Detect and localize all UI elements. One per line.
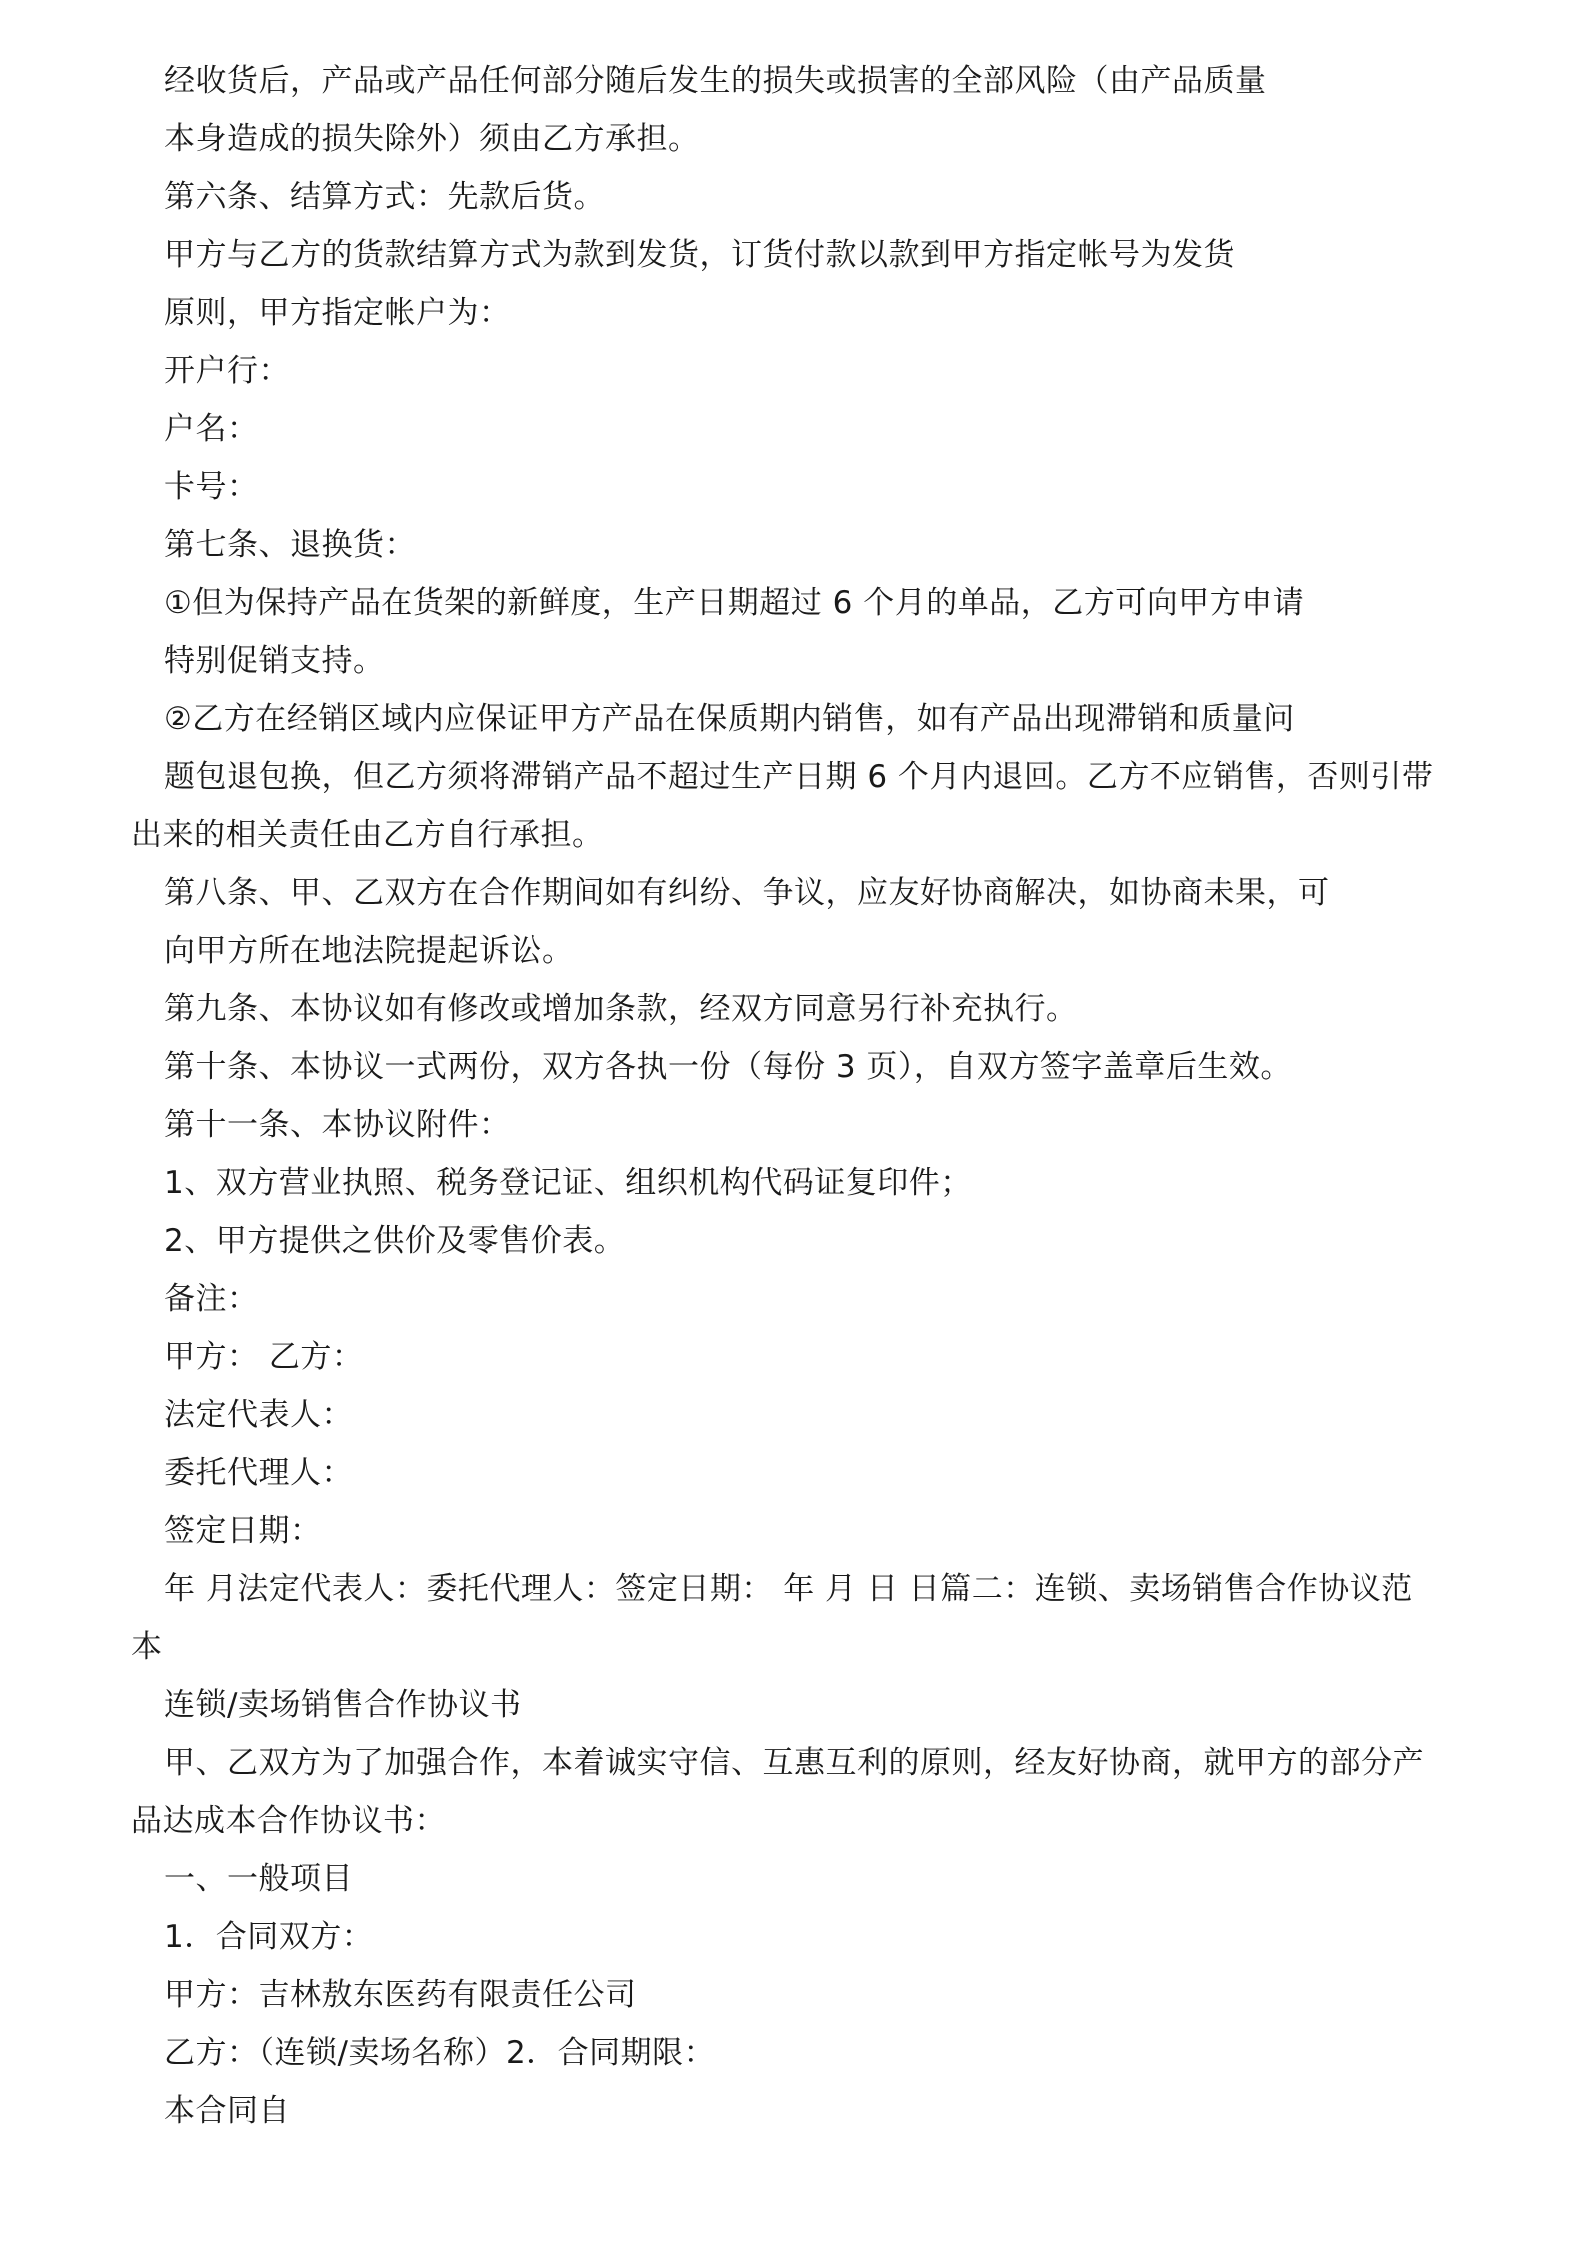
- text-line: 甲、乙双方为了加强合作，本着诚实守信、互惠互利的原则，经友好协商，就甲方的部分产: [164, 1745, 1424, 1781]
- text-line: 本合同自: [164, 2093, 290, 2129]
- account-name-field: 户名：: [164, 411, 259, 447]
- text-line: 题包退包换，但乙方须将滞销产品不超过生产日期 6 个月内退回。乙方不应销售，否则引带: [164, 759, 1434, 795]
- text-line: 经收货后，产品或产品任何部分随后发生的损失或损害的全部风险（由产品质量: [164, 63, 1267, 99]
- attachment-item: 1、双方营业执照、税务登记证、组织机构代码证复印件；: [164, 1165, 972, 1201]
- card-number-field: 卡号：: [164, 469, 259, 505]
- text-line: ②乙方在经销区域内应保证甲方产品在保质期内销售，如有产品出现滞销和质量问: [164, 701, 1295, 737]
- parties-signature-line: 甲方： 乙方：: [164, 1339, 364, 1375]
- agreement-title: 连锁/卖场销售合作协议书: [164, 1687, 522, 1723]
- remarks-label: 备注：: [164, 1281, 259, 1317]
- text-line: 本: [131, 1629, 163, 1665]
- text-line: 出来的相关责任由乙方自行承担。: [131, 817, 604, 853]
- text-line: 品达成本合作协议书：: [131, 1803, 446, 1839]
- text-line: 向甲方所在地法院提起诉讼。: [164, 933, 574, 969]
- contract-parties-label: 1．合同双方：: [164, 1919, 374, 1955]
- article-10-text: 第十条、本协议一式两份，双方各执一份（每份 3 页），自双方签字盖章后生效。: [164, 1049, 1292, 1085]
- text-line: 特别促销支持。: [164, 643, 385, 679]
- party-a-line: 甲方：吉林敖东医药有限责任公司: [164, 1977, 637, 2013]
- bank-name-field: 开户行：: [164, 353, 290, 389]
- text-line: ①但为保持产品在货架的新鲜度，生产日期超过 6 个月的单品，乙方可向甲方申请: [164, 585, 1305, 621]
- article-7-heading: 第七条、退换货：: [164, 527, 416, 563]
- text-line: 甲方与乙方的货款结算方式为款到发货，订货付款以款到甲方指定帐号为发货: [164, 237, 1235, 273]
- article-8-text: 第八条、甲、乙双方在合作期间如有纠纷、争议，应友好协商解决，如协商未果，可: [164, 875, 1330, 911]
- text-line: 原则，甲方指定帐户为：: [164, 295, 511, 331]
- article-11-heading: 第十一条、本协议附件：: [164, 1107, 511, 1143]
- article-6-heading: 第六条、结算方式：先款后货。: [164, 179, 605, 215]
- document-body: [131, 52, 1471, 2140]
- section-heading: 一、一般项目: [164, 1861, 353, 1897]
- signing-date-label: 签定日期：: [164, 1513, 322, 1549]
- authorized-agent-label: 委托代理人：: [164, 1455, 353, 1491]
- text-line: 本身造成的损失除外）须由乙方承担。: [164, 121, 700, 157]
- article-9-text: 第九条、本协议如有修改或增加条款，经双方同意另行补充执行。: [164, 991, 1078, 1027]
- attachment-item: 2、甲方提供之供价及零售价表。: [164, 1223, 626, 1259]
- legal-representative-label: 法定代表人：: [164, 1397, 353, 1433]
- party-b-line: 乙方：（连锁/卖场名称）2．合同期限：: [164, 2035, 716, 2071]
- text-line: 年 月法定代表人：委托代理人：签定日期： 年 月 日 日篇二：连锁、卖场销售合作协议范: [164, 1571, 1413, 1607]
